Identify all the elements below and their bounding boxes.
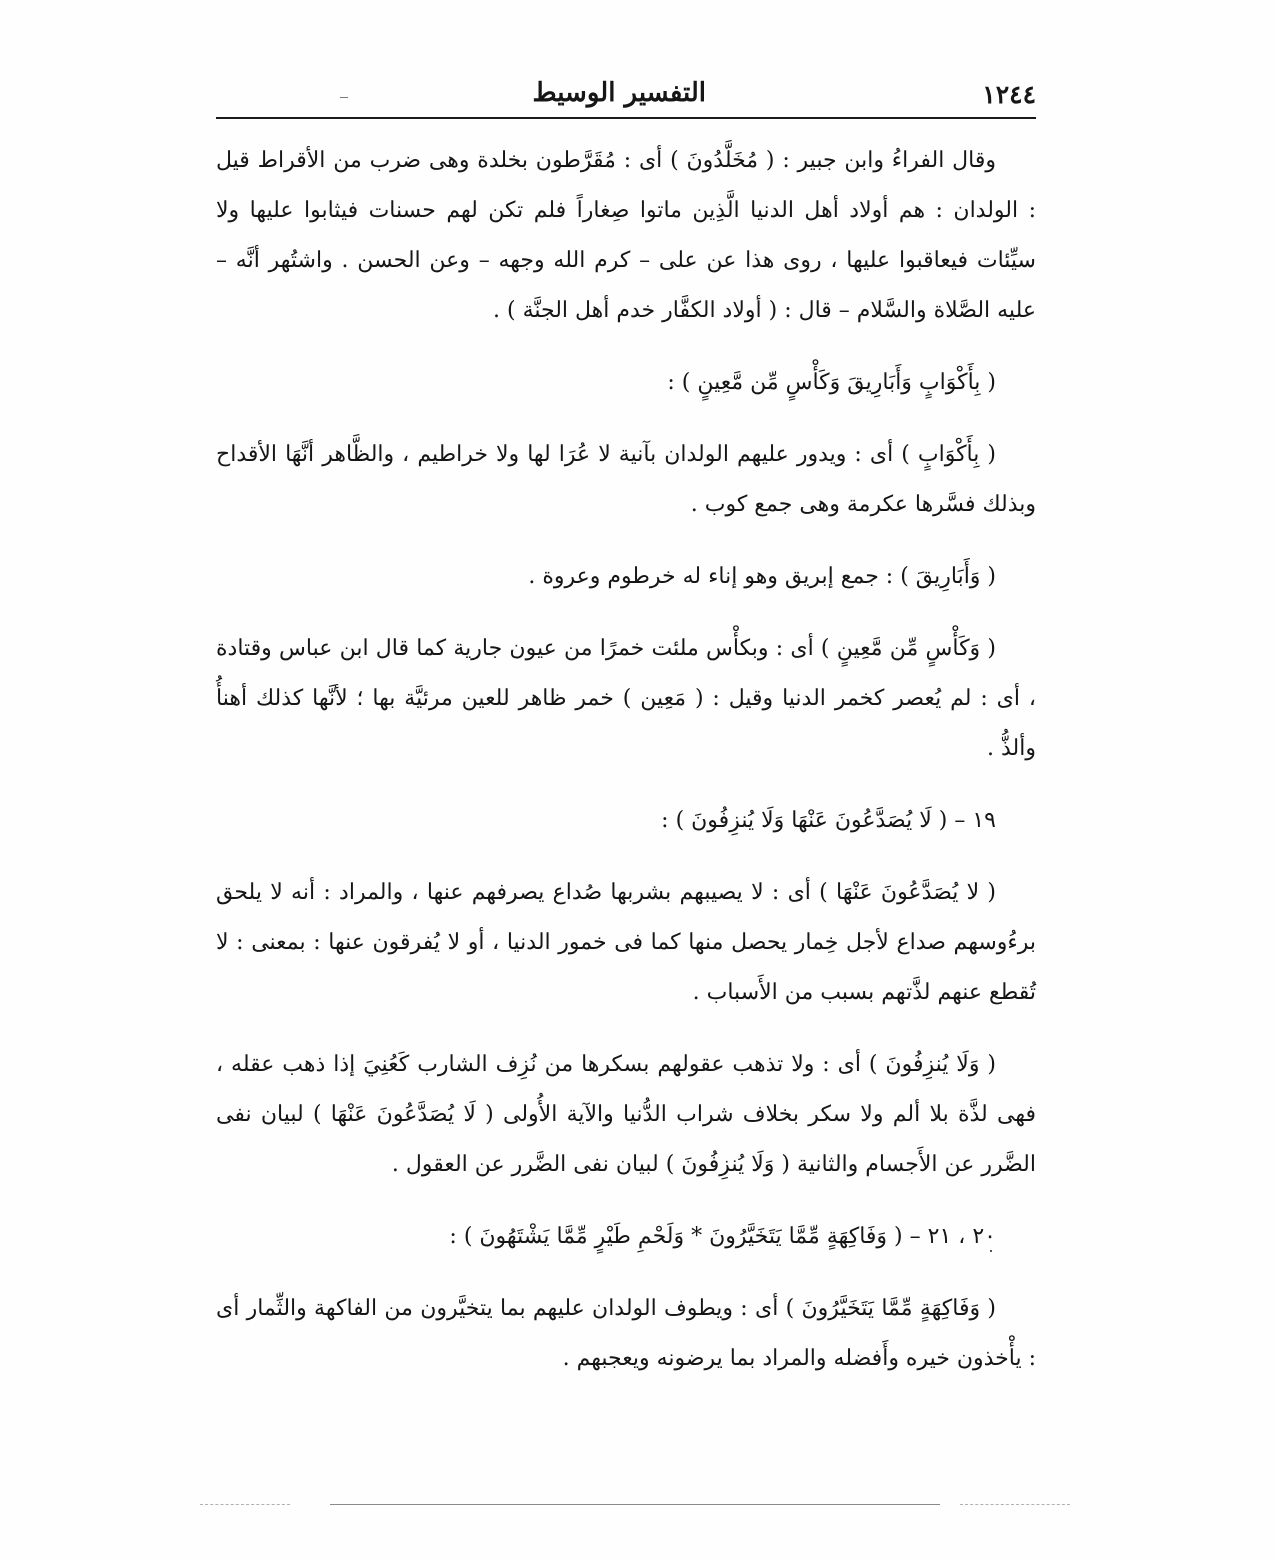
verse-text: ١٩ – ( لَا يُصَدَّعُونَ عَنْهَا وَلَا يُنزِفُونَ ) :	[661, 808, 996, 833]
paragraph-wildan-explanation	[216, 136, 1036, 336]
paragraph-abariq	[216, 552, 1036, 602]
paragraph-text: ( وَلَا يُنزِفُونَ ) أى : ولا تذهب عقولهم بسكرها من نُزِف الشارب كَعُنِيَ إذا ذهب عقله ، فهى لذَّة بلا ألم ولا سكر بخلاف شراب الدُّنيا والآية الأُولى ( لَا يُصَدَّعُونَ عَنْهَا ) لبيان نفى الضَّرر عن الأَجسام والثانية ( وَلَا يُنزِفُونَ ) لبيان نفى الضَّرر عن العقول .	[216, 1052, 1036, 1177]
footer-rules	[200, 1496, 1080, 1516]
paragraph-kas-maeen	[216, 624, 1036, 774]
header-rule	[216, 117, 1036, 119]
paragraph-yusadda-un	[216, 868, 1036, 1018]
paragraph-text: ( وَكَأْسٍ مِّن مَّعِينٍ ) أى : وبكأْس ملئت خمرًا من عيون جارية كما قال ابن عباس وقتادة ، أى : لم يُعصر كخمر الدنيا وقيل : ( مَعِين ) خمر ظاهر للعين مرئيَّة بها ؛ لأنَّها كذلك أهنأُ وألذُّ .	[216, 636, 1036, 761]
paragraph-text: ( وَأَبَارِيقَ ) : جمع إبريق وهو إناء له خرطوم وعروة .	[528, 564, 996, 589]
header-mark	[340, 97, 348, 98]
verse-19-quote	[216, 796, 1036, 846]
footer-line	[200, 1504, 290, 1505]
paragraph-akwab	[216, 430, 1036, 530]
verse-text: ٢٠ ، ٢١ – ( وَفَاكِهَةٍ مِّمَّا يَتَخَيَّرُونَ * وَلَحْمِ طَيْرٍ مِّمَّا يَشْتَهُونَ ) :	[449, 1224, 996, 1249]
paragraph-yunzifun	[216, 1040, 1036, 1190]
paragraph-text: وقال الفراءُ وابن جبير : ( مُخَلَّدُونَ ) أى : مُقَرَّطون بخلدة وهى ضرب من الأقراط قيل : الولدان : هم أولاد أهل الدنيا الَّذِين ماتوا صِغاراً فلم تكن لهم حسنات فيثابوا عليها ولا سيِّئات فيعاقبوا عليها ، روى هذا عن على – كرم الله وجهه – وعن الحسن . واشتُهر أنَّه – عليه الصَّلاة والسَّلام – قال : ( أولاد الكفَّار خدم أهل الجنَّة ) .	[216, 148, 1036, 323]
paragraph-text: ( وَفَاكِهَةٍ مِّمَّا يَتَخَيَّرُونَ ) أى : ويطوف الولدان عليهم بما يتخيَّرون من الفاكهة والثِّمار أى : يأْخذون خيره وأَفضله والمراد بما يرضونه ويعجبهم .	[216, 1296, 1036, 1371]
paragraph-text: ( لا يُصَدَّعُونَ عَنْهَا ) أى : لا يصيبهم بشربها صُداع يصرفهم عنها ، والمراد : أنه لا يلحق برءُوسهم صداع لأجل خِمار يحصل منها كما فى خمور الدنيا ، أو لا يُفرقون عنها : بمعنى : لا تُقطع عنهم لذَّتهم بسبب من الأَسباب .	[216, 880, 1036, 1005]
verse-20-21-quote	[216, 1212, 1036, 1262]
scan-speck	[990, 1250, 992, 1252]
page-number: ١٢٤٤	[982, 80, 1036, 109]
tafsir-body	[216, 136, 1036, 1371]
page-header	[216, 72, 1036, 116]
footer-line	[330, 1504, 940, 1505]
footer-line	[960, 1504, 1070, 1505]
verse-text: ( بِأَكْوَابٍ وَأَبَارِيقَ وَكَأْسٍ مِّن مَّعِينٍ ) :	[667, 370, 996, 395]
paragraph-fakiha	[216, 1284, 1036, 1384]
paragraph-text: ( بِأَكْوَابٍ ) أى : ويدور عليهم الولدان بآنية لا عُرَا لها ولا خراطيم ، والظَّاهر أنَّهَا الأقداح وبذلك فسَّرها عكرمة وهى جمع كوب .	[216, 442, 1036, 517]
verse-18-quote	[216, 358, 1036, 408]
running-title: التفسير الوسيط	[532, 78, 706, 108]
